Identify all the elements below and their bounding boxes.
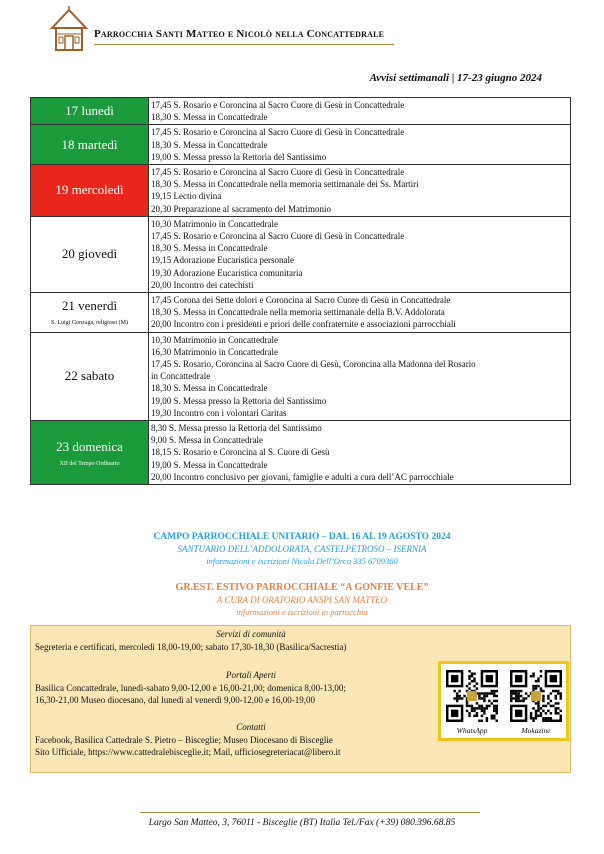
day-note: S. Luigi Gonzaga, religioso (M)	[51, 320, 128, 327]
day-name: 23 domenica	[56, 438, 123, 454]
servizi-title: Servizi di comunità	[216, 629, 286, 639]
event-line: 18,30 S. Messa in Concattedrale nella memoria settimanale dei Ss. Martiri	[151, 179, 419, 190]
whatsapp-qr-label: WhatsApp	[456, 726, 488, 735]
campo-info: informazioni e iscrizioni Nicola Dell’Orco 335 6709360	[206, 556, 398, 566]
day-cell	[31, 332, 149, 420]
event-line: 17,45 S. Rosario, Coroncina al Sacro Cuore di Gesù, Coroncina alla Madonna del Rosario	[151, 359, 476, 370]
events-cell	[149, 98, 571, 125]
grest-title: GR.EST. ESTIVO PARROCCHIALE “A GONFIE VELE”	[175, 582, 429, 593]
event-line: 10,30 Matrimonio in Concattedrale	[151, 334, 278, 345]
page-header	[42, 6, 562, 54]
mokazine-qr-code-icon[interactable]	[510, 670, 562, 722]
campo-place: SANTUARIO DELL’ADDOLORATA, CASTELPETROSO – ISERNIA	[177, 544, 427, 554]
event-line: 20,00 Incontro conclusivo per giovani, famiglie e adulti a cura dell’AC parrocchiale	[151, 471, 454, 482]
event-line: 10,30 Matrimonio in Concattedrale	[151, 218, 278, 229]
events-cell	[149, 165, 571, 217]
schedule-row	[31, 125, 571, 165]
portali-line-2: 16,30-21,00 Museo diocesano, dal lunedì al venerdì 9,00-12,00 e 16,00-19,00	[35, 695, 315, 705]
campo-title: CAMPO PARROCCHIALE UNITARIO – DAL 16 AL 19 AGOSTO 2024	[153, 532, 451, 542]
portali-title: Portali Aperti	[225, 670, 277, 680]
day-name: 20 giovedì	[61, 246, 118, 262]
events-cell	[149, 332, 571, 420]
grest-subtitle: A CURA DI ORATORIO ANSPI SAN MATTEO	[216, 595, 388, 605]
event-line: 18,30 S. Messa in Concattedrale nella memoria settimanale della B.V. Addolorata	[151, 307, 445, 318]
day-name: 19 mercoledì	[55, 182, 124, 198]
event-line: 17,45 S. Rosario e Coroncina al Sacro Cuore di Gesù in Concattedrale	[151, 167, 405, 178]
schedule-row	[31, 293, 571, 333]
events-cell	[149, 125, 571, 165]
contatti-title: Contatti	[236, 722, 266, 732]
event-line: 17,45 S. Rosario e Coroncina al Sacro Cuore di Gesù in Concattedrale	[151, 231, 405, 242]
events-cell	[149, 216, 571, 292]
event-line: 19,00 S. Messa presso la Rettoria del Santissimo	[151, 395, 327, 406]
event-line: 19,15 Adorazione Eucaristica personale	[151, 255, 294, 266]
header-divider	[94, 44, 394, 45]
event-line: 16,30 Matrimonio in Concattedrale	[151, 346, 278, 357]
schedule-row	[31, 421, 571, 485]
schedule-row	[31, 98, 571, 125]
event-line: 18,15 S. Rosario e Coroncina al S. Cuore di Gesù	[151, 447, 330, 458]
day-name: 18 martedì	[61, 136, 118, 152]
event-line: in Concattedrale	[151, 371, 211, 382]
events-cell	[149, 293, 571, 333]
qr-codes-box	[438, 661, 569, 741]
event-line: 9,00 S. Messa in Concattedrale	[151, 435, 263, 446]
event-line: 19,30 Incontro con i volontari Caritas	[151, 407, 287, 418]
day-note: XII del Tempo Ordinario	[59, 460, 120, 467]
servizi-text: Segreteria e certificati, mercoledì 18,00-19,00; sabato 17,30-18,30 (Basilica/Sacrestia)	[35, 642, 347, 652]
event-line: 20,30 Preparazione al sacramento del Matrimonio	[151, 203, 331, 214]
event-line: 18,30 S. Messa in Concattedrale	[151, 243, 268, 254]
event-line: 20,00 Incontro con i presidenti e priori delle confraternite e associazioni parrocchiali	[151, 319, 456, 330]
church-icon	[48, 6, 90, 52]
mokazine-qr-label: Mokazine	[521, 726, 551, 735]
footer-address: Largo San Matteo, 3, 76011 - Bisceglie (BT) Italia Tel./Fax (+39) 080.396.68.85	[148, 818, 456, 828]
day-cell	[31, 421, 149, 485]
event-line: 19,00 S. Messa presso la Rettoria del Santissimo	[151, 151, 327, 162]
event-line: 18,30 S. Messa in Concattedrale	[151, 383, 268, 394]
schedule-row	[31, 165, 571, 217]
schedule-row	[31, 216, 571, 292]
event-line: 18,30 S. Messa in Concattedrale	[151, 112, 268, 123]
day-cell	[31, 125, 149, 165]
event-line: 18,30 S. Messa in Concattedrale	[151, 139, 268, 150]
event-line: 17,45 Corona dei Sette dolori e Coroncina al Sacro Cuore di Gesù in Concattedrale	[151, 295, 451, 306]
weekly-notices-title: Avvisi settimanali | 17-23 giugno 2024	[369, 72, 542, 84]
day-name: 22 sabato	[64, 368, 115, 384]
event-line: 8,30 S. Messa presso la Rettoria del Santissimo	[151, 423, 322, 434]
portali-line-1: Basilica Concattedrale, lunedì-sabato 9,00-12,00 e 16,00-21,00; domenica 8,00-13,00;	[35, 683, 346, 693]
day-name: 21 venerdì	[61, 298, 118, 314]
contatti-line-2: Sito Ufficiale, https://www.cattedralebisceglie.it; Mail, ufficiosegreteriacat@libero.it	[35, 747, 341, 757]
day-cell	[31, 216, 149, 292]
community-info-box	[30, 625, 571, 773]
event-line: 19,30 Adorazione Eucaristica comunitaria	[151, 267, 303, 278]
event-line: 20,00 Incontro dei catechisti	[151, 279, 254, 290]
weekly-schedule-table	[30, 97, 571, 485]
contatti-line-1: Facebook, Basilica Cattedrale S. Pietro – Bisceglie; Museo Diocesano di Bisceglie	[35, 735, 333, 745]
day-name: 17 lunedì	[65, 103, 114, 119]
events-cell	[149, 421, 571, 485]
day-cell	[31, 165, 149, 217]
schedule-row	[31, 332, 571, 420]
whatsapp-qr-code-icon[interactable]	[446, 670, 498, 722]
footer-divider	[140, 812, 480, 813]
event-line: 17,45 S. Rosario e Coroncina al Sacro Cuore di Gesù in Concattedrale	[151, 127, 405, 138]
event-line: 19,00 S. Messa in Concattedrale	[151, 459, 268, 470]
day-cell	[31, 98, 149, 125]
parish-title: Parrocchia Santi Matteo e Nicolò nella Concattedrale	[94, 28, 385, 40]
day-cell	[31, 293, 149, 333]
event-line: 19,15 Lectio divina	[151, 191, 222, 202]
event-line: 17,45 S. Rosario e Coroncina al Sacro Cuore di Gesù in Concattedrale	[151, 100, 405, 110]
grest-info: informazioni e iscrizioni in parrocchia	[236, 607, 368, 617]
